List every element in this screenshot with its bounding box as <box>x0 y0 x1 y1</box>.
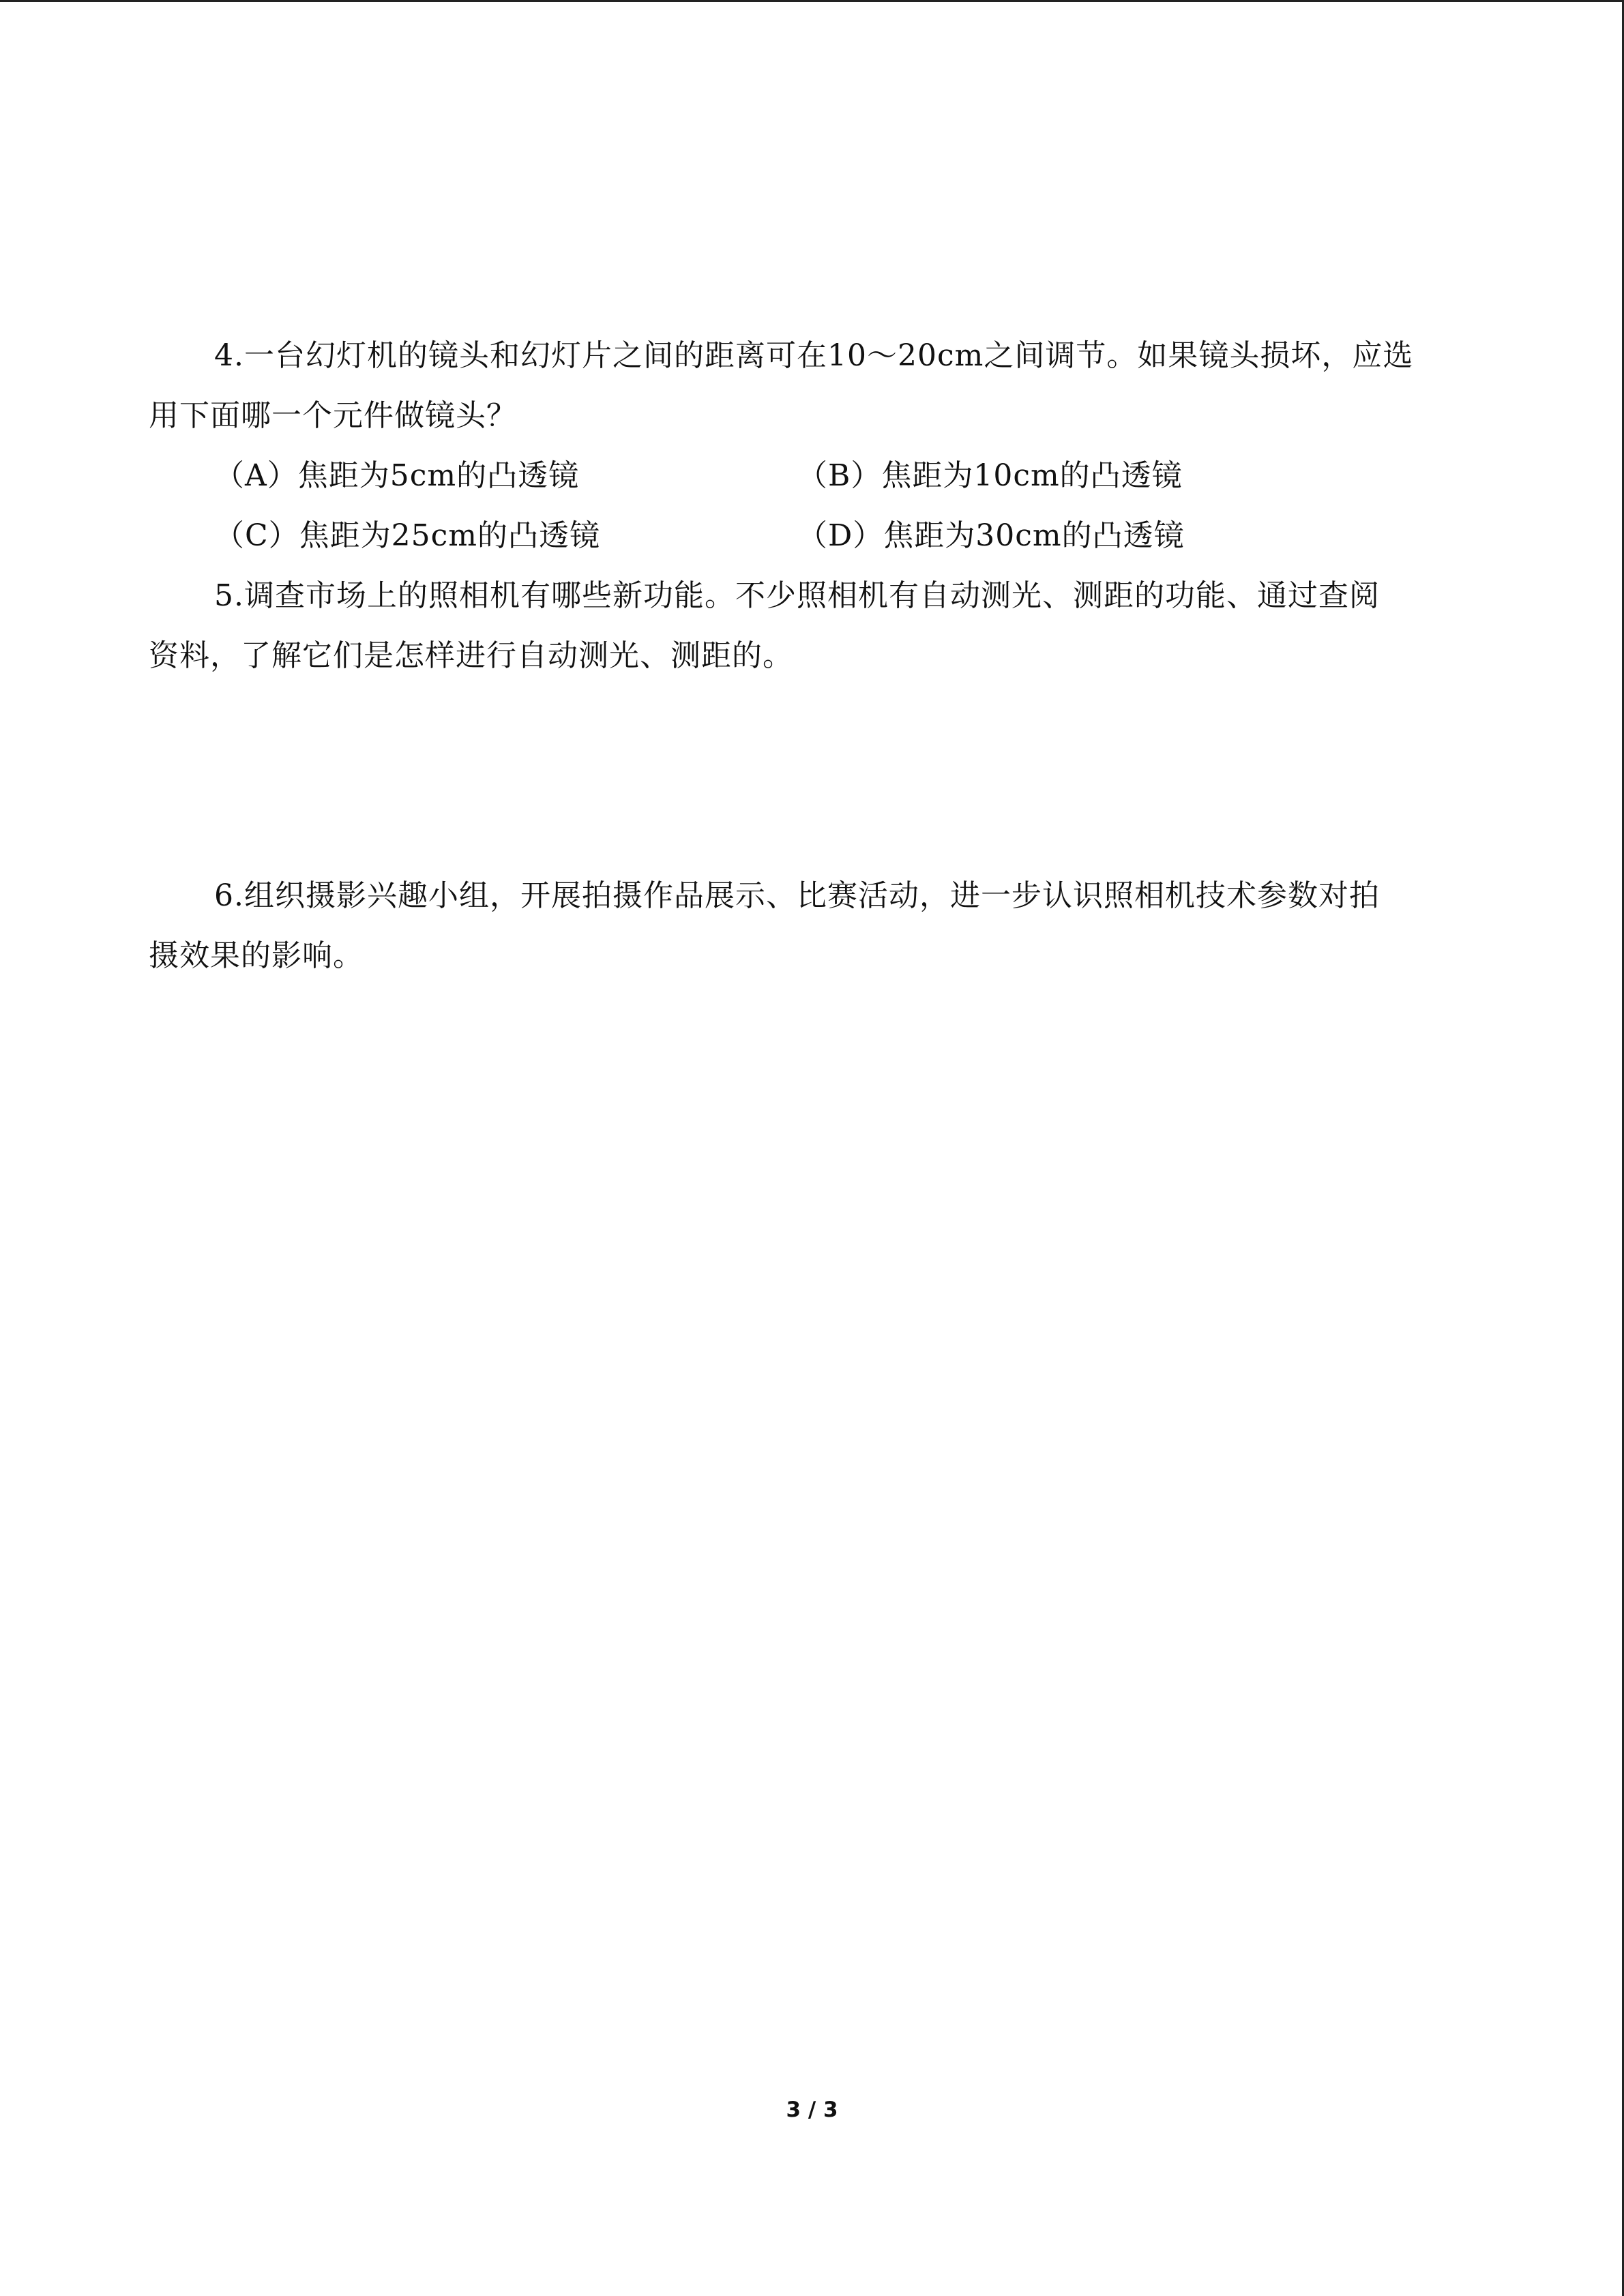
options-row-1 <box>149 446 1475 506</box>
option-d: （D）焦距为30cm的凸透镜 <box>797 518 1185 553</box>
question-6-line-2: 摄效果的影响。 <box>149 938 364 973</box>
options-row-2 <box>149 506 1475 566</box>
option-a: （A）焦距为5cm的凸透镜 <box>214 458 580 493</box>
question-4 <box>149 326 1475 566</box>
question-5-line-1: 5.调查市场上的照相机有哪些新功能。不少照相机有自动测光、测距的功能、通过查阅 <box>214 578 1380 613</box>
option-b: （B）焦距为10cm的凸透镜 <box>797 458 1183 493</box>
question-6-line-1: 6.组织摄影兴趣小组，开展拍摄作品展示、比赛活动，进一步认识照相机技术参数对拍 <box>214 878 1380 913</box>
question-6 <box>149 866 1475 986</box>
question-4-line-2: 用下面哪一个元件做镜头？ <box>149 398 517 433</box>
question-5-line-2: 资料，了解它们是怎样进行自动测光、测距的。 <box>149 638 793 673</box>
option-c: （C）焦距为25cm的凸透镜 <box>214 518 601 553</box>
question-5 <box>149 566 1475 686</box>
page-number: 3 / 3 <box>786 2098 838 2122</box>
question-4-line-1: 4.一台幻灯机的镜头和幻灯片之间的距离可在10～20cm之间调节。如果镜头损坏，应选 <box>214 338 1414 373</box>
